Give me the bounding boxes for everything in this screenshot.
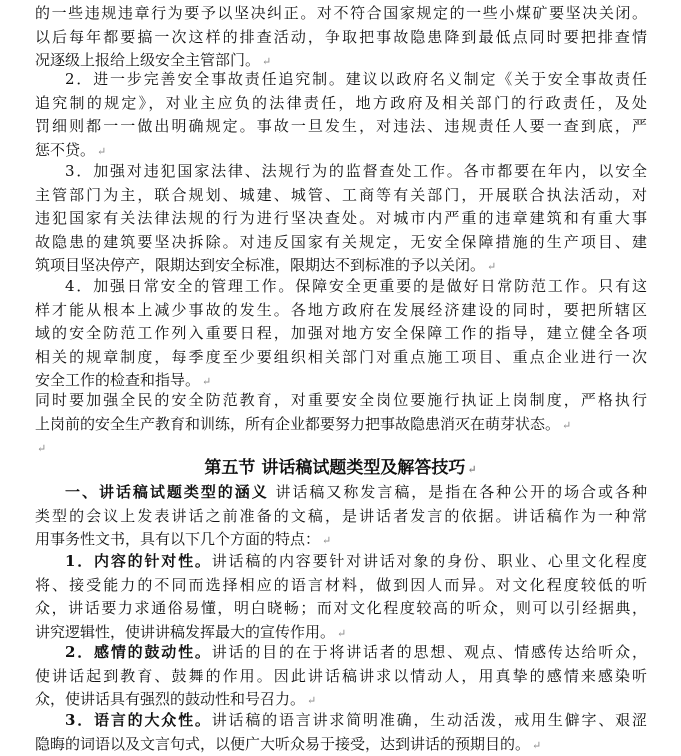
paragraph-point-emotion: [35, 641, 647, 712]
text-line: 3．加强对违犯国家法律、法规行为的监督查处工作。各市都要在年内，以安全: [65, 162, 647, 180]
paragraph-education: [35, 389, 647, 460]
text-line: 违犯国家有关法律法规的行为进行坚决查处。对城市内严重的违章建筑和有重大事: [35, 209, 647, 228]
point-title: 3．语言的大众性。: [65, 711, 212, 729]
text-line: 隐晦的词语以及文言句式，以便广大听众易于接受，达到讲话的预期目的。 ↵: [35, 734, 542, 753]
text-line: 同时要加强全民的安全防范教育，对重要安全岗位要施行执证上岗制度，严格执行: [35, 391, 647, 409]
text-line: 1．内容的针对性。讲话稿的内容要针对讲话对象的身份、职业、心里文化程度: [65, 552, 647, 570]
paragraph-mark: ↵: [562, 418, 572, 432]
paragraph-mark: ↵: [487, 260, 497, 274]
text-line: 2．感情的鼓动性。讲话的目的在于将讲话者的思想、观点、情感传达给听众，: [65, 643, 647, 661]
text-line: 用事务性文书，具有以下几个方面的特点： ↵: [35, 530, 332, 549]
paragraph-mark: ↵: [307, 694, 317, 708]
paragraph-point-targeting: [35, 550, 647, 644]
text-line: 况逐级上报给上级安全主管部门。 ↵: [35, 51, 272, 70]
section-heading: 第五节 讲话稿试题类型及解答技巧 ↵: [204, 458, 477, 478]
text-line: 众，使讲话具有强烈的鼓动性和号召力。 ↵: [35, 690, 317, 709]
point-title: 1．内容的针对性。: [65, 552, 212, 570]
text-line: 4．加强日常安全的管理工作。保障安全更重要的是做好日常防范工作。只有这: [65, 277, 647, 295]
text-line: 众，讲话要力求通俗易懂，明白晓畅；而对文化程度较高的听众，则可以引经据典，: [35, 599, 647, 618]
text-line: 使讲话起到教育、鼓舞的作用。因此讲话稿讲求以情动人，用真挚的感情来感染听: [35, 666, 647, 685]
text-line: 一、讲话稿试题类型的涵义 讲话稿又称发言稿，是指在各种公开的场合或各种: [65, 483, 647, 501]
paragraph-supervision: [35, 160, 647, 278]
paragraph-mark: ↵: [262, 55, 272, 69]
text-line: 故隐患的建筑要坚决拆除。对违反国家有关规定，无安全保障措施的生产项目、建: [35, 232, 647, 251]
paragraph-closing-mines: [35, 2, 647, 73]
text-line: 惩不贷。 ↵: [35, 140, 107, 159]
paragraph-mark: ↵: [322, 534, 332, 548]
paragraph-accountability: [35, 68, 647, 162]
text-line: 3．语言的大众性。讲话稿的语言讲求简明准确，生动活泼，戒用生僻字、艰涩: [65, 711, 647, 729]
text-line: 追究制的规定》，对业主应负的法律责任，地方政府及相关部门的行政责任，及处: [35, 93, 647, 112]
text-line: 相关的规章制度，每季度至少要组织相关部门对重点施工项目、重点企业进行一次: [35, 347, 647, 366]
paragraph-definition: [35, 481, 647, 552]
text-line: 安全工作的检查和指导。 ↵: [35, 371, 212, 390]
text-line: 以后每年都要搞一次这样的排查活动，争取把事故隐患降到最低点同时要把排查情: [35, 27, 647, 46]
paragraph-daily-management: [35, 275, 647, 393]
paragraph-mark: ↵: [37, 442, 47, 456]
paragraph-mark: ↵: [202, 375, 212, 389]
paragraph-mark: ↵: [532, 738, 542, 752]
paragraph-point-popularity: [35, 709, 647, 756]
point-title: 2．感情的鼓动性。: [65, 643, 212, 661]
paragraph-mark: ↵: [97, 144, 107, 158]
text-line: 类型的会议上发表讲话之前准备的文稿，是讲话者发言的依据。讲话稿作为一种常: [35, 506, 647, 525]
text-line: 域的安全防范工作列入重要日程，加强对地方安全保障工作的指导，建立健全各项: [35, 324, 647, 343]
subsection-title: 一、讲话稿试题类型的涵义: [65, 483, 269, 501]
paragraph-mark: ↵: [467, 463, 477, 476]
text-line: 主管部门为主，联合规划、城建、城管、工商等有关部门，开展联合执法活动，对: [35, 185, 647, 204]
text-line: 样才能从根本上减少事故的发生。各地方政府在发展经济建设的同时，要把所辖区: [35, 300, 647, 319]
text-line: 讲究逻辑性，使讲讲稿发挥最大的宣传作用。 ↵: [35, 622, 347, 641]
text-line: 筑项目坚决停产，限期达到安全标准，限期达不到标准的予以关闭。 ↵: [35, 256, 497, 275]
text-line: 将、接受能力的不同而选择相应的语言材料，做到因人而异。对文化程度较低的听: [35, 575, 647, 594]
text-line: 罚细则都一一做出明确规定。事故一旦发生，对违法、违规责任人要一查到底，严: [35, 117, 647, 136]
text-line: 的一些违规违章行为要予以坚决纠正。对不符合国家规定的一些小煤矿要坚决关闭。: [35, 4, 647, 22]
text-line: 上岗前的安全生产教育和训练，所有企业都要努力把事故隐患消灭在萌芽状态。 ↵: [35, 414, 572, 433]
paragraph-mark: ↵: [337, 626, 347, 640]
text-line: 2．进一步完善安全事故责任追究制。建议以政府名义制定《关于安全事故责任: [65, 70, 647, 88]
